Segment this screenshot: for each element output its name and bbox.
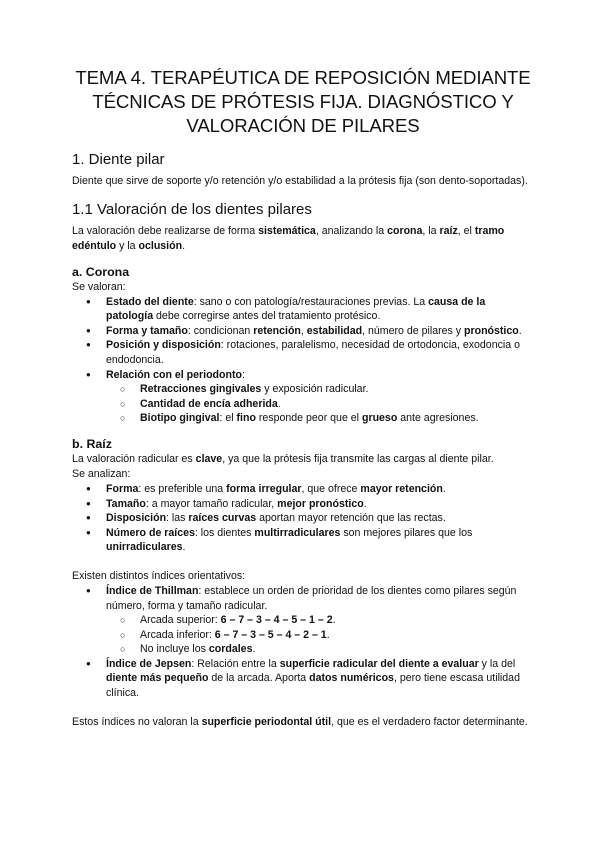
list-item: ● Número de raíces: los dientes multirradiculares son mejores pilares que los unirradiculares. xyxy=(72,526,534,555)
paragraph-raiz-lead: Se analizan: xyxy=(72,467,131,480)
subsection-heading-corona: a. Corona xyxy=(72,264,130,279)
list-item: ○ Arcada superior: 6 – 7 – 3 – 4 – 5 – 1 – 2. xyxy=(106,613,534,628)
paragraph-corona-lead: Se valoran: xyxy=(72,280,126,293)
list-item: ○ Biotipo gingival: el fino responde peor que el grueso ante agresiones. xyxy=(106,411,534,426)
list-item: ● Relación con el periodonto: ○ Retracciones gingivales y exposición radicular. ○ Cantidad de encía adherida. ○ Biotipo gingival: el fino responde peor que el grueso ante agresiones. xyxy=(72,368,534,426)
list-item: ○ No incluye los cordales. xyxy=(106,642,534,657)
list-item: ● Forma y tamaño: condicionan retención, estabilidad, número de pilares y pronóstico. xyxy=(72,324,534,339)
subsection-heading-raiz: b. Raíz xyxy=(72,436,112,451)
list-indices xyxy=(72,584,534,701)
list-item: ● Estado del diente: sano o con patología/restauraciones previas. La causa de la patología debe corregirse antes del tratamiento protésico. xyxy=(72,295,534,324)
section-heading-diente-pilar: 1. Diente pilar xyxy=(72,150,165,168)
paragraph-diente-pilar-def: Diente que sirve de soporte y/o retención y/o estabilidad a la prótesis fija (son dento-soportadas). xyxy=(72,174,528,187)
paragraph-raiz-intro: La valoración radicular es clave, ya que la prótesis fija transmite las cargas al diente pilar. xyxy=(72,452,494,465)
list-item: ● Índice de Thillman: establece un orden de prioridad de los dientes como pilares según número, forma y tamaño radicular. ○ Arcada superior: 6 – 7 – 3 – 4 – 5 – 1 – 2. ○ Arcada inferior: 6 – 7 – 3 – 5 – 4 – 2 – 1. ○ No incluye los cordales. xyxy=(72,584,534,657)
document-title: TEMA 4. TERAPÉUTICA DE REPOSICIÓN MEDIANTE TÉCNICAS DE PRÓTESIS FIJA. DIAGNÓSTICO Y VALORACIÓN DE PILARES xyxy=(75,67,531,137)
document-page xyxy=(72,66,534,730)
list-item: ● Tamaño: a mayor tamaño radicular, mejor pronóstico. xyxy=(72,497,534,512)
sublist-periodonto xyxy=(106,382,534,426)
paragraph-valoracion-intro: La valoración debe realizarse de forma sistemática, analizando la corona, la raíz, el tramo edéntulo y la oclusión. xyxy=(72,224,505,252)
sublist-thillman xyxy=(106,613,534,657)
paragraph-closing: Estos índices no valoran la superficie periodontal útil, que es el verdadero factor determinante. xyxy=(72,715,528,728)
list-corona xyxy=(72,295,534,426)
list-item: ● Índice de Jepsen: Relación entre la superficie radicular del diente a evaluar y la del diente más pequeño de la arcada. Aporta datos numéricos, pero tiene escasa utilidad clínica. xyxy=(72,657,534,701)
paragraph-indices-lead: Existen distintos índices orientativos: xyxy=(72,569,246,582)
list-item: ● Forma: es preferible una forma irregular, que ofrece mayor retención. xyxy=(72,482,534,497)
list-item: ○ Retracciones gingivales y exposición radicular. xyxy=(106,382,534,397)
list-item: ○ Cantidad de encía adherida. xyxy=(106,397,534,412)
list-item: ● Disposición: las raíces curvas aportan mayor retención que las rectas. xyxy=(72,511,534,526)
list-item: ● Posición y disposición: rotaciones, paralelismo, necesidad de ortodoncia, exodoncia o endodoncia. xyxy=(72,338,534,367)
section-heading-valoracion: 1.1 Valoración de los dientes pilares xyxy=(72,200,312,218)
list-raiz xyxy=(72,482,534,555)
list-item: ○ Arcada inferior: 6 – 7 – 3 – 5 – 4 – 2 – 1. xyxy=(106,628,534,643)
